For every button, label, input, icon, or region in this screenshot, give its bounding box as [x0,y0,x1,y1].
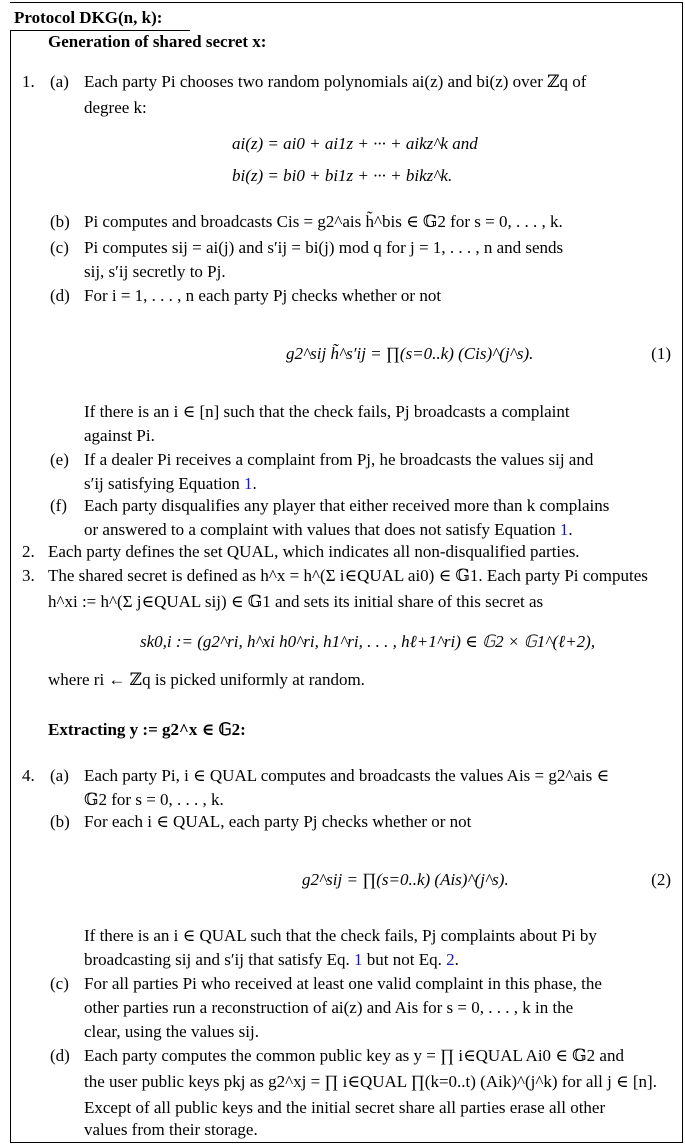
top-border [10,2,683,3]
item-label: (b) [50,212,70,231]
text-span: . [568,520,573,539]
equation-number: (1) [651,344,671,363]
protocol-title: Protocol DKG(n, k): [14,8,163,27]
step4b-text: If there is an i ∈ QUAL such that the check fails, Pj complaints about Pi by [84,926,597,945]
step1a-text: degree k: [84,98,147,117]
text-span: s′ij satisfying Equation [84,474,245,493]
section-heading-generation: Generation of shared secret x: [48,32,267,51]
text-span: . [454,950,459,969]
step-number: 4. [22,766,35,785]
step1f-text [84,518,573,541]
step4c-text: clear, using the values sij. [84,1022,259,1041]
step4a-text: Each party Pi, i ∈ QUAL computes and broadcasts the values Ais = g2^ais ∈ [84,766,610,785]
equation-secret-share: sk0,i := (g2^ri, h^xi h0^ri, h1^ri, . . . , hℓ+1^ri) ∈ 𝔾2 × 𝔾1^(ℓ+2), [140,632,596,651]
step4d-text: values from their storage. [84,1120,258,1139]
step1e-text: If a dealer Pi receives a complaint from Pj, he broadcasts the values sij and [84,450,594,469]
step4d-text: Except of all public keys and the initial secret share all parties erase all other [84,1098,606,1117]
step4b-text [84,948,459,971]
step1d-text: For i = 1, . . . , n each party Pj checks whether or not [84,286,442,305]
right-border [682,2,683,1143]
text-span: . [252,474,257,493]
step1c-text: sij, s′ij secretly to Pj. [84,262,226,281]
step4a-text: 𝔾2 for s = 0, . . . , k. [84,790,224,809]
item-label: (c) [50,238,69,257]
step1d-text: against Pi. [84,426,155,445]
step4d-text: Each party computes the common public key as y = ∏ i∈QUAL Ai0 ∈ 𝔾2 and [84,1046,624,1065]
bottom-border [10,1142,683,1143]
step3-text: The shared secret is defined as h^x = h^(Σ i∈QUAL ai0) ∈ 𝔾1. Each party Pi computes [48,566,648,585]
step1d-text: If there is an i ∈ [n] such that the check fails, Pj broadcasts a complaint [84,402,570,421]
equation-1: g2^sij h̃^s′ij = ∏(s=0..k) (Cis)^(j^s). [286,344,534,363]
equation-ref-link[interactable]: 1 [559,520,569,539]
text-span: broadcasting sij and s′ij that satisfy Eq. [84,950,355,969]
item-label: (d) [50,1046,70,1065]
step4c-text: For all parties Pi who received at least one valid complaint in this phase, the [84,974,602,993]
step4d-text: the user public keys pkj as g2^xj = ∏ i∈QUAL ∏(k=0..t) (Aik)^(j^k) for all j ∈ [n]. [84,1072,657,1091]
equation-a-polynomial: ai(z) = ai0 + ai1z + ··· + aikz^k and [232,134,478,153]
item-label: (d) [50,286,70,305]
equation-2: g2^sij = ∏(s=0..k) (Ais)^(j^s). [302,870,509,889]
equation-ref-link[interactable]: 2 [446,950,455,969]
step-number: 1. [22,72,35,91]
step3-text: h^xi := h^(Σ j∈QUAL sij) ∈ 𝔾1 and sets its initial share of this secret as [48,592,544,611]
equation-number: (2) [651,870,671,889]
section-heading-extracting: Extracting y := g2^x ∈ 𝔾2: [48,720,246,739]
step-number: 2. [22,542,35,561]
step-number: 3. [22,566,35,585]
text-span: but not Eq. [362,950,447,969]
step3-text: where ri ← ℤq is picked uniformly at random. [48,670,365,689]
step1e-text [84,472,257,495]
step2-text: Each party defines the set QUAL, which indicates all non-disqualified parties. [48,542,580,561]
equation-ref-link[interactable]: 1 [244,474,253,493]
step1c-text: Pi computes sij = ai(j) and s′ij = bi(j) mod q for j = 1, . . . , n and sends [84,238,564,257]
text-span: or answered to a complaint with values that does not satisfy Equation [84,520,560,539]
equation-b-polynomial: bi(z) = bi0 + bi1z + ··· + bikz^k. [232,166,453,185]
step4c-text: other parties run a reconstruction of ai(z) and Ais for s = 0, . . . , k in the [84,998,574,1017]
item-label: (a) [50,766,69,785]
equation-ref-link[interactable]: 1 [354,950,363,969]
step1f-text: Each party disqualifies any player that either received more than k complains [84,496,610,515]
item-label: (e) [50,450,69,469]
step1b-text: Pi computes and broadcasts Cis = g2^ais h̃^bis ∈ 𝔾2 for s = 0, . . . , k. [84,212,563,231]
item-label: (a) [50,72,69,91]
item-label: (c) [50,974,69,993]
step1a-text: Each party Pi chooses two random polynomials ai(z) and bi(z) over ℤq of [84,72,587,91]
step4b-text: For each i ∈ QUAL, each party Pj checks whether or not [84,812,472,831]
item-label: (f) [50,496,67,515]
left-border [10,30,11,1143]
item-label: (b) [50,812,70,831]
